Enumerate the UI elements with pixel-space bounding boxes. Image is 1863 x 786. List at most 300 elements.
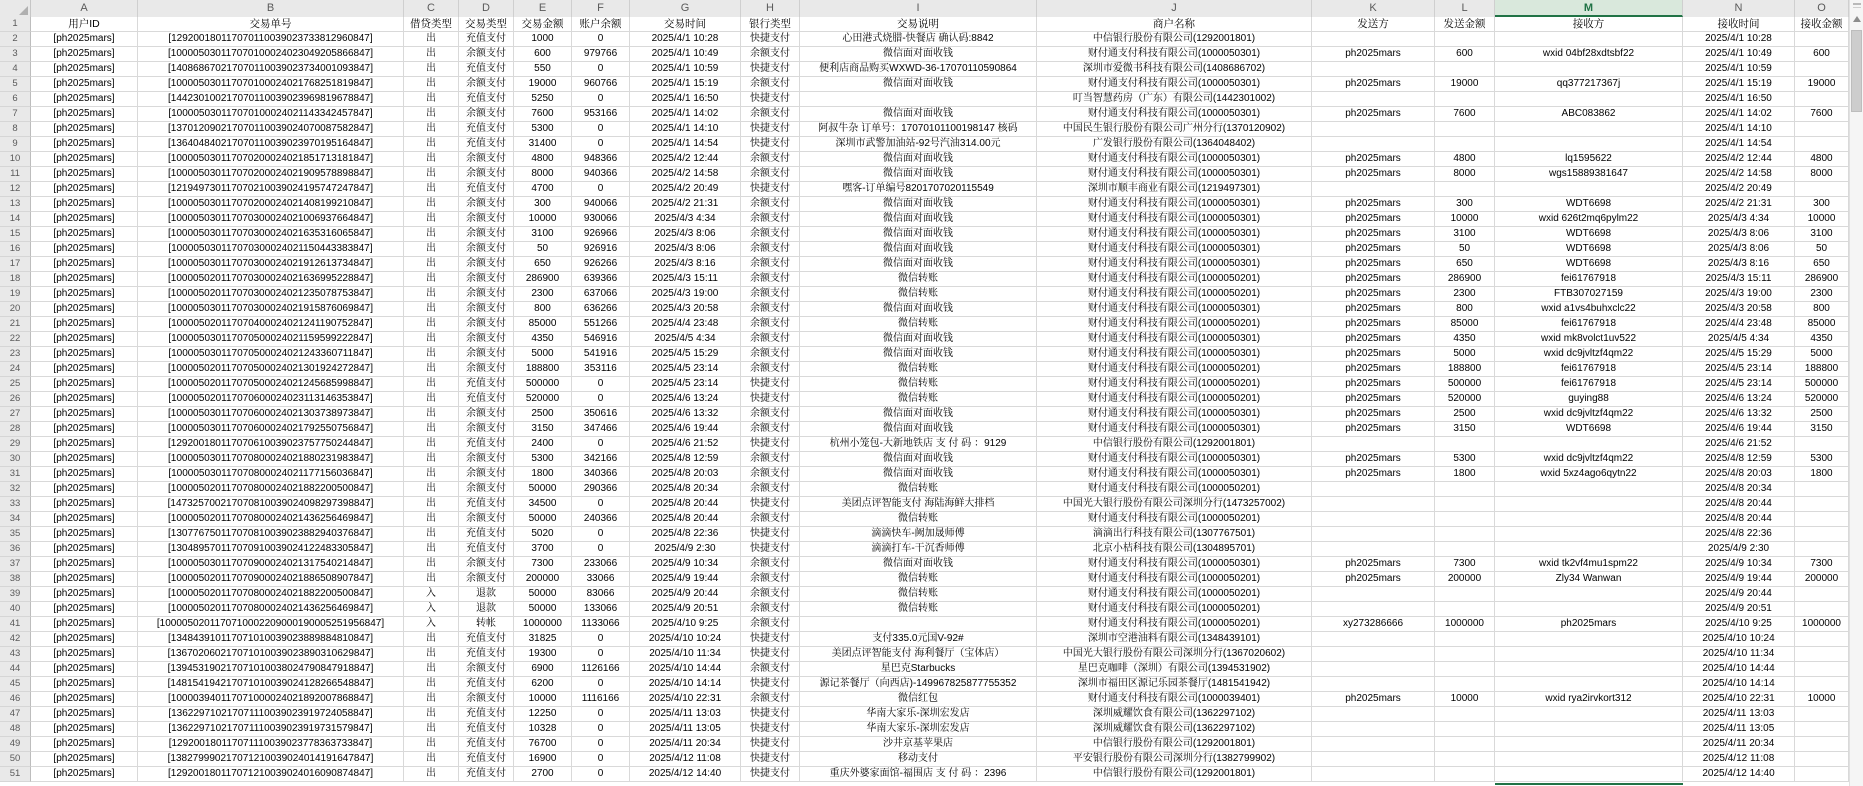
cell-O11[interactable]: 8000 <box>1795 167 1849 182</box>
cell-K10[interactable]: ph2025mars <box>1312 152 1435 167</box>
cell-D19[interactable]: 余额支付 <box>459 287 514 302</box>
header-cell-N1[interactable]: 接收时间 <box>1683 17 1795 32</box>
cell-A12[interactable]: [ph2025mars] <box>31 182 138 197</box>
cell-O47[interactable] <box>1795 707 1849 722</box>
cell-B25[interactable]: [100005020117070500024021245685998847] <box>138 377 404 392</box>
cell-F51[interactable]: 0 <box>572 767 630 782</box>
cell-A40[interactable]: [ph2025mars] <box>31 602 138 617</box>
row-number-11[interactable]: 11 <box>0 167 31 182</box>
cell-J19[interactable]: 财付通支付科技有限公司(1000050201) <box>1037 287 1312 302</box>
cell-J8[interactable]: 中国民生银行股份有限公司广州分行(1370120902) <box>1037 122 1312 137</box>
cell-A28[interactable]: [ph2025mars] <box>31 422 138 437</box>
cell-N25[interactable]: 2025/4/5 23:14 <box>1683 377 1795 392</box>
cell-A5[interactable]: [ph2025mars] <box>31 77 138 92</box>
cell-F22[interactable]: 546916 <box>572 332 630 347</box>
cell-I50[interactable]: 移动支付 <box>800 752 1037 767</box>
row-number-37[interactable]: 37 <box>0 557 31 572</box>
cell-N45[interactable]: 2025/4/10 14:14 <box>1683 677 1795 692</box>
cell-I48[interactable]: 华南大家乐-深圳宏发店 <box>800 722 1037 737</box>
cell-F36[interactable]: 0 <box>572 542 630 557</box>
cell-O22[interactable]: 4350 <box>1795 332 1849 347</box>
cell-C15[interactable]: 出 <box>404 227 459 242</box>
cell-B35[interactable]: [130776750117070810039023882940376847] <box>138 527 404 542</box>
cell-D9[interactable]: 充值支付 <box>459 137 514 152</box>
cell-E16[interactable]: 50 <box>514 242 572 257</box>
cell-N4[interactable]: 2025/4/1 10:59 <box>1683 62 1795 77</box>
cell-I43[interactable]: 美团点评智能支付 海利餐厅（宝体店） <box>800 647 1037 662</box>
row-number-6[interactable]: 6 <box>0 92 31 107</box>
cell-E3[interactable]: 600 <box>514 47 572 62</box>
cell-L10[interactable]: 4800 <box>1435 152 1495 167</box>
cell-G20[interactable]: 2025/4/3 20:58 <box>630 302 741 317</box>
cell-B39[interactable]: [100005020117070800024021882200500847] <box>138 587 404 602</box>
cell-H13[interactable]: 余额支付 <box>741 197 800 212</box>
cell-O34[interactable] <box>1795 512 1849 527</box>
cell-K19[interactable]: ph2025mars <box>1312 287 1435 302</box>
cell-C28[interactable]: 出 <box>404 422 459 437</box>
cell-O23[interactable]: 5000 <box>1795 347 1849 362</box>
cell-N46[interactable]: 2025/4/10 22:31 <box>1683 692 1795 707</box>
cell-H14[interactable]: 余额支付 <box>741 212 800 227</box>
cell-F39[interactable]: 83066 <box>572 587 630 602</box>
cell-A51[interactable]: [ph2025mars] <box>31 767 138 782</box>
cell-B37[interactable]: [100005030117070900024021317540214847] <box>138 557 404 572</box>
cell-F28[interactable]: 347466 <box>572 422 630 437</box>
cell-C38[interactable]: 出 <box>404 572 459 587</box>
cell-H4[interactable]: 快捷支付 <box>741 62 800 77</box>
cell-D44[interactable]: 余额支付 <box>459 662 514 677</box>
cell-I38[interactable]: 微信转账 <box>800 572 1037 587</box>
cell-B29[interactable]: [129200180117070610039023757750244847] <box>138 437 404 452</box>
cell-D11[interactable]: 余额支付 <box>459 167 514 182</box>
cell-B38[interactable]: [100005020117070900024021886508907847] <box>138 572 404 587</box>
cell-J46[interactable]: 财付通支付科技有限公司(1000039401) <box>1037 692 1312 707</box>
cell-M10[interactable]: lq1595622 <box>1495 152 1683 167</box>
row-number-3[interactable]: 3 <box>0 47 31 62</box>
cell-G33[interactable]: 2025/4/8 20:44 <box>630 497 741 512</box>
cell-J29[interactable]: 中信银行股份有限公司(1292001801) <box>1037 437 1312 452</box>
row-number-8[interactable]: 8 <box>0 122 31 137</box>
cell-H24[interactable]: 余额支付 <box>741 362 800 377</box>
column-header-F[interactable]: F <box>572 0 630 17</box>
cell-N42[interactable]: 2025/4/10 10:24 <box>1683 632 1795 647</box>
cell-H33[interactable]: 快捷支付 <box>741 497 800 512</box>
cell-O51[interactable] <box>1795 767 1849 782</box>
row-number-29[interactable]: 29 <box>0 437 31 452</box>
row-number-49[interactable]: 49 <box>0 737 31 752</box>
cell-I28[interactable]: 微信面对面收钱 <box>800 422 1037 437</box>
cell-I23[interactable]: 微信面对面收钱 <box>800 347 1037 362</box>
cell-O19[interactable]: 2300 <box>1795 287 1849 302</box>
cell-D6[interactable]: 充值支付 <box>459 92 514 107</box>
cell-H3[interactable]: 余额支付 <box>741 47 800 62</box>
cell-D14[interactable]: 余额支付 <box>459 212 514 227</box>
cell-H36[interactable]: 快捷支付 <box>741 542 800 557</box>
cell-E23[interactable]: 5000 <box>514 347 572 362</box>
cell-N18[interactable]: 2025/4/3 15:11 <box>1683 272 1795 287</box>
cell-B4[interactable]: [140868670217070110039023734001093847] <box>138 62 404 77</box>
cell-L48[interactable] <box>1435 722 1495 737</box>
cell-C47[interactable]: 出 <box>404 707 459 722</box>
cell-A26[interactable]: [ph2025mars] <box>31 392 138 407</box>
cell-A31[interactable]: [ph2025mars] <box>31 467 138 482</box>
cell-J20[interactable]: 财付通支付科技有限公司(1000050301) <box>1037 302 1312 317</box>
cell-E8[interactable]: 5300 <box>514 122 572 137</box>
cell-C11[interactable]: 出 <box>404 167 459 182</box>
cell-O49[interactable] <box>1795 737 1849 752</box>
cell-J38[interactable]: 财付通支付科技有限公司(1000050201) <box>1037 572 1312 587</box>
row-number-5[interactable]: 5 <box>0 77 31 92</box>
cell-M26[interactable]: guying88 <box>1495 392 1683 407</box>
cell-C29[interactable]: 出 <box>404 437 459 452</box>
cell-A27[interactable]: [ph2025mars] <box>31 407 138 422</box>
cell-A38[interactable]: [ph2025mars] <box>31 572 138 587</box>
cell-L49[interactable] <box>1435 737 1495 752</box>
cell-H51[interactable]: 快捷支付 <box>741 767 800 782</box>
cell-J9[interactable]: 广发银行股份有限公司(1364048402) <box>1037 137 1312 152</box>
cell-B22[interactable]: [100005030117070500024021159599222847] <box>138 332 404 347</box>
cell-C2[interactable]: 出 <box>404 32 459 47</box>
cell-H29[interactable]: 快捷支付 <box>741 437 800 452</box>
column-header-L[interactable]: L <box>1435 0 1495 17</box>
cell-N43[interactable]: 2025/4/10 11:34 <box>1683 647 1795 662</box>
cell-J33[interactable]: 中国光大银行股份有限公司深圳分行(1473257002) <box>1037 497 1312 512</box>
cell-J47[interactable]: 深圳威耀饮食有限公司(1362297102) <box>1037 707 1312 722</box>
cell-O41[interactable]: 1000000 <box>1795 617 1849 632</box>
cell-A18[interactable]: [ph2025mars] <box>31 272 138 287</box>
cell-J51[interactable]: 中信银行股份有限公司(1292001801) <box>1037 767 1312 782</box>
cell-B28[interactable]: [100005030117070600024021792550756847] <box>138 422 404 437</box>
cell-D16[interactable]: 余额支付 <box>459 242 514 257</box>
cell-D51[interactable]: 充值支付 <box>459 767 514 782</box>
cell-B7[interactable]: [100005030117070100024021143342457847] <box>138 107 404 122</box>
cell-N10[interactable]: 2025/4/2 12:44 <box>1683 152 1795 167</box>
cell-I31[interactable]: 微信面对面收钱 <box>800 467 1037 482</box>
cell-I37[interactable]: 微信面对面收钱 <box>800 557 1037 572</box>
cell-L46[interactable]: 10000 <box>1435 692 1495 707</box>
cell-C50[interactable]: 出 <box>404 752 459 767</box>
cell-F29[interactable]: 0 <box>572 437 630 452</box>
cell-L26[interactable]: 520000 <box>1435 392 1495 407</box>
cell-L40[interactable] <box>1435 602 1495 617</box>
cell-M13[interactable]: WDT6698 <box>1495 197 1683 212</box>
cell-G46[interactable]: 2025/4/10 22:31 <box>630 692 741 707</box>
cell-D5[interactable]: 余额支付 <box>459 77 514 92</box>
cell-M3[interactable]: wxid 04bf28xdtsbf22 <box>1495 47 1683 62</box>
column-header-N[interactable]: N <box>1683 0 1795 17</box>
cell-D43[interactable]: 充值支付 <box>459 647 514 662</box>
cell-H17[interactable]: 余额支付 <box>741 257 800 272</box>
cell-F40[interactable]: 133066 <box>572 602 630 617</box>
cell-B18[interactable]: [100005020117070300024021636995228847] <box>138 272 404 287</box>
cell-J28[interactable]: 财付通支付科技有限公司(1000050301) <box>1037 422 1312 437</box>
cell-O45[interactable] <box>1795 677 1849 692</box>
cell-N19[interactable]: 2025/4/3 19:00 <box>1683 287 1795 302</box>
cell-D10[interactable]: 余额支付 <box>459 152 514 167</box>
cell-O33[interactable] <box>1795 497 1849 512</box>
cell-M42[interactable] <box>1495 632 1683 647</box>
cell-G8[interactable]: 2025/4/1 14:10 <box>630 122 741 137</box>
row-number-25[interactable]: 25 <box>0 377 31 392</box>
row-number-51[interactable]: 51 <box>0 767 31 782</box>
cell-H22[interactable]: 余额支付 <box>741 332 800 347</box>
cell-A29[interactable]: [ph2025mars] <box>31 437 138 452</box>
cell-F45[interactable]: 0 <box>572 677 630 692</box>
cell-E31[interactable]: 1800 <box>514 467 572 482</box>
cell-E47[interactable]: 12250 <box>514 707 572 722</box>
cell-G44[interactable]: 2025/4/10 14:44 <box>630 662 741 677</box>
cell-E10[interactable]: 4800 <box>514 152 572 167</box>
cell-I26[interactable]: 微信转账 <box>800 392 1037 407</box>
cell-J24[interactable]: 财付通支付科技有限公司(1000050201) <box>1037 362 1312 377</box>
cell-J37[interactable]: 财付通支付科技有限公司(1000050301) <box>1037 557 1312 572</box>
cell-I32[interactable]: 微信转账 <box>800 482 1037 497</box>
cell-N49[interactable]: 2025/4/11 20:34 <box>1683 737 1795 752</box>
cell-A36[interactable]: [ph2025mars] <box>31 542 138 557</box>
cell-N31[interactable]: 2025/4/8 20:03 <box>1683 467 1795 482</box>
cell-K16[interactable]: ph2025mars <box>1312 242 1435 257</box>
cell-I17[interactable]: 微信面对面收钱 <box>800 257 1037 272</box>
cell-K31[interactable]: ph2025mars <box>1312 467 1435 482</box>
cell-K45[interactable] <box>1312 677 1435 692</box>
cell-L7[interactable]: 7600 <box>1435 107 1495 122</box>
cell-I33[interactable]: 美团点评智能支付 海陆海鲜大排档 <box>800 497 1037 512</box>
cell-I9[interactable]: 深圳市武警加油站-92号汽油314.00元 <box>800 137 1037 152</box>
cell-F41[interactable]: 1133066 <box>572 617 630 632</box>
cell-I3[interactable]: 微信面对面收钱 <box>800 47 1037 62</box>
cell-M23[interactable]: wxid dc9jvltzf4qm22 <box>1495 347 1683 362</box>
cell-D8[interactable]: 充值支付 <box>459 122 514 137</box>
cell-E22[interactable]: 4350 <box>514 332 572 347</box>
cell-K26[interactable]: ph2025mars <box>1312 392 1435 407</box>
cell-H10[interactable]: 余额支付 <box>741 152 800 167</box>
cell-I34[interactable]: 微信转账 <box>800 512 1037 527</box>
cell-N34[interactable]: 2025/4/8 20:44 <box>1683 512 1795 527</box>
cell-N13[interactable]: 2025/4/2 21:31 <box>1683 197 1795 212</box>
cell-F6[interactable]: 0 <box>572 92 630 107</box>
column-header-B[interactable]: B <box>138 0 404 17</box>
cell-G51[interactable]: 2025/4/12 14:40 <box>630 767 741 782</box>
cell-B36[interactable]: [130489570117070910039024122483305847] <box>138 542 404 557</box>
cell-G28[interactable]: 2025/4/6 19:44 <box>630 422 741 437</box>
cell-K49[interactable] <box>1312 737 1435 752</box>
column-header-O[interactable]: O <box>1795 0 1849 17</box>
cell-H42[interactable]: 快捷支付 <box>741 632 800 647</box>
cell-C41[interactable]: 入 <box>404 617 459 632</box>
cell-D29[interactable]: 充值支付 <box>459 437 514 452</box>
cell-O10[interactable]: 4800 <box>1795 152 1849 167</box>
cell-D18[interactable]: 余额支付 <box>459 272 514 287</box>
cell-N39[interactable]: 2025/4/9 20:44 <box>1683 587 1795 602</box>
header-cell-B1[interactable]: 交易单号 <box>138 17 404 32</box>
cell-C14[interactable]: 出 <box>404 212 459 227</box>
cell-F32[interactable]: 290366 <box>572 482 630 497</box>
cell-A45[interactable]: [ph2025mars] <box>31 677 138 692</box>
scroll-up-button[interactable] <box>1850 12 1863 26</box>
cell-D24[interactable]: 余额支付 <box>459 362 514 377</box>
cell-G18[interactable]: 2025/4/3 15:11 <box>630 272 741 287</box>
cell-D41[interactable]: 转帐 <box>459 617 514 632</box>
cell-E50[interactable]: 16900 <box>514 752 572 767</box>
cell-A9[interactable]: [ph2025mars] <box>31 137 138 152</box>
column-header-A[interactable]: A <box>31 0 138 17</box>
cell-M19[interactable]: FTB307027159 <box>1495 287 1683 302</box>
cell-B17[interactable]: [100005030117070300024021912613734847] <box>138 257 404 272</box>
cell-D30[interactable]: 余额支付 <box>459 452 514 467</box>
cell-H41[interactable]: 余额支付 <box>741 617 800 632</box>
cell-A20[interactable]: [ph2025mars] <box>31 302 138 317</box>
cell-K24[interactable]: ph2025mars <box>1312 362 1435 377</box>
row-number-41[interactable]: 41 <box>0 617 31 632</box>
cell-E37[interactable]: 7300 <box>514 557 572 572</box>
cell-M17[interactable]: WDT6698 <box>1495 257 1683 272</box>
cell-H31[interactable]: 余额支付 <box>741 467 800 482</box>
cell-G49[interactable]: 2025/4/11 20:34 <box>630 737 741 752</box>
cell-I13[interactable]: 微信面对面收钱 <box>800 197 1037 212</box>
cell-A48[interactable]: [ph2025mars] <box>31 722 138 737</box>
cell-E44[interactable]: 6900 <box>514 662 572 677</box>
cell-L20[interactable]: 800 <box>1435 302 1495 317</box>
cell-H20[interactable]: 余额支付 <box>741 302 800 317</box>
row-number-18[interactable]: 18 <box>0 272 31 287</box>
cell-L24[interactable]: 188800 <box>1435 362 1495 377</box>
cell-J50[interactable]: 平安银行股份有限公司深圳分行(1382799902) <box>1037 752 1312 767</box>
cell-J10[interactable]: 财付通支付科技有限公司(1000050301) <box>1037 152 1312 167</box>
cell-F46[interactable]: 1116166 <box>572 692 630 707</box>
cell-N36[interactable]: 2025/4/9 2:30 <box>1683 542 1795 557</box>
cell-A46[interactable]: [ph2025mars] <box>31 692 138 707</box>
cell-G47[interactable]: 2025/4/11 13:03 <box>630 707 741 722</box>
row-number-10[interactable]: 10 <box>0 152 31 167</box>
cell-L33[interactable] <box>1435 497 1495 512</box>
cell-C9[interactable]: 出 <box>404 137 459 152</box>
cell-K50[interactable] <box>1312 752 1435 767</box>
cell-F35[interactable]: 0 <box>572 527 630 542</box>
cell-E28[interactable]: 3150 <box>514 422 572 437</box>
cell-E25[interactable]: 500000 <box>514 377 572 392</box>
cell-C21[interactable]: 出 <box>404 317 459 332</box>
row-number-19[interactable]: 19 <box>0 287 31 302</box>
cell-N7[interactable]: 2025/4/1 14:02 <box>1683 107 1795 122</box>
cell-L45[interactable] <box>1435 677 1495 692</box>
cell-G17[interactable]: 2025/4/3 8:16 <box>630 257 741 272</box>
row-number-34[interactable]: 34 <box>0 512 31 527</box>
cell-K51[interactable] <box>1312 767 1435 782</box>
cell-J43[interactable]: 中国光大银行股份有限公司深圳分行(1367020602) <box>1037 647 1312 662</box>
cell-D50[interactable]: 充值支付 <box>459 752 514 767</box>
cell-B20[interactable]: [100005030117070300024021915876069847] <box>138 302 404 317</box>
cell-F17[interactable]: 926266 <box>572 257 630 272</box>
cell-O35[interactable] <box>1795 527 1849 542</box>
cell-O5[interactable]: 19000 <box>1795 77 1849 92</box>
cell-K42[interactable] <box>1312 632 1435 647</box>
cell-F24[interactable]: 353116 <box>572 362 630 377</box>
cell-K37[interactable]: ph2025mars <box>1312 557 1435 572</box>
cell-I41[interactable] <box>800 617 1037 632</box>
cell-L39[interactable] <box>1435 587 1495 602</box>
cell-L6[interactable] <box>1435 92 1495 107</box>
cell-B26[interactable]: [100005020117070600024023113146353847] <box>138 392 404 407</box>
cell-O48[interactable] <box>1795 722 1849 737</box>
cell-L38[interactable]: 200000 <box>1435 572 1495 587</box>
cell-N44[interactable]: 2025/4/10 14:44 <box>1683 662 1795 677</box>
cell-M48[interactable] <box>1495 722 1683 737</box>
cell-D45[interactable]: 充值支付 <box>459 677 514 692</box>
cell-A39[interactable]: [ph2025mars] <box>31 587 138 602</box>
cell-K2[interactable] <box>1312 32 1435 47</box>
cell-G30[interactable]: 2025/4/8 12:59 <box>630 452 741 467</box>
cell-G7[interactable]: 2025/4/1 14:02 <box>630 107 741 122</box>
cell-E26[interactable]: 520000 <box>514 392 572 407</box>
cell-J12[interactable]: 深圳市顺丰商业有限公司(1219497301) <box>1037 182 1312 197</box>
cell-M40[interactable] <box>1495 602 1683 617</box>
cell-M28[interactable]: WDT6698 <box>1495 422 1683 437</box>
cell-H43[interactable]: 快捷支付 <box>741 647 800 662</box>
cell-I49[interactable]: 沙井京基苹果店 <box>800 737 1037 752</box>
cell-M45[interactable] <box>1495 677 1683 692</box>
cell-N32[interactable]: 2025/4/8 20:34 <box>1683 482 1795 497</box>
cell-L42[interactable] <box>1435 632 1495 647</box>
cell-H6[interactable]: 快捷支付 <box>741 92 800 107</box>
cell-N24[interactable]: 2025/4/5 23:14 <box>1683 362 1795 377</box>
cell-O40[interactable] <box>1795 602 1849 617</box>
cell-J3[interactable]: 财付通支付科技有限公司(1000050301) <box>1037 47 1312 62</box>
cell-M50[interactable] <box>1495 752 1683 767</box>
cell-G16[interactable]: 2025/4/3 8:06 <box>630 242 741 257</box>
cell-O46[interactable]: 10000 <box>1795 692 1849 707</box>
cell-E36[interactable]: 3700 <box>514 542 572 557</box>
cell-A50[interactable]: [ph2025mars] <box>31 752 138 767</box>
cell-M5[interactable]: qq377217367j <box>1495 77 1683 92</box>
cell-C19[interactable]: 出 <box>404 287 459 302</box>
header-cell-I1[interactable]: 交易说明 <box>800 17 1037 32</box>
row-number-12[interactable]: 12 <box>0 182 31 197</box>
cell-B6[interactable]: [144230100217070110039023969819678847] <box>138 92 404 107</box>
cell-D21[interactable]: 余额支付 <box>459 317 514 332</box>
cell-L51[interactable] <box>1435 767 1495 782</box>
cell-C17[interactable]: 出 <box>404 257 459 272</box>
cell-F48[interactable]: 0 <box>572 722 630 737</box>
cell-O30[interactable]: 5300 <box>1795 452 1849 467</box>
cell-L41[interactable]: 1000000 <box>1435 617 1495 632</box>
cell-D49[interactable]: 充值支付 <box>459 737 514 752</box>
cell-D33[interactable]: 充值支付 <box>459 497 514 512</box>
column-header-K[interactable]: K <box>1312 0 1435 17</box>
cell-I29[interactable]: 杭州小笼包-大新地铁店 支 付 码 ：9129 <box>800 437 1037 452</box>
row-number-33[interactable]: 33 <box>0 497 31 512</box>
cell-G19[interactable]: 2025/4/3 19:00 <box>630 287 741 302</box>
cell-O18[interactable]: 286900 <box>1795 272 1849 287</box>
row-number-45[interactable]: 45 <box>0 677 31 692</box>
cell-L32[interactable] <box>1435 482 1495 497</box>
cell-B2[interactable]: [129200180117070110039023733812960847] <box>138 32 404 47</box>
cell-F44[interactable]: 1126166 <box>572 662 630 677</box>
row-number-24[interactable]: 24 <box>0 362 31 377</box>
cell-D32[interactable]: 余额支付 <box>459 482 514 497</box>
row-number-28[interactable]: 28 <box>0 422 31 437</box>
cell-D27[interactable]: 余额支付 <box>459 407 514 422</box>
cell-L50[interactable] <box>1435 752 1495 767</box>
cell-C12[interactable]: 出 <box>404 182 459 197</box>
cell-H48[interactable]: 快捷支付 <box>741 722 800 737</box>
cell-J7[interactable]: 财付通支付科技有限公司(1000050301) <box>1037 107 1312 122</box>
cell-B15[interactable]: [100005030117070300024021635316065847] <box>138 227 404 242</box>
cell-D42[interactable]: 充值支付 <box>459 632 514 647</box>
cell-I51[interactable]: 重庆外婆家面馆-福围店 支 付 码 ：2396 <box>800 767 1037 782</box>
cell-L22[interactable]: 4350 <box>1435 332 1495 347</box>
cell-F4[interactable]: 0 <box>572 62 630 77</box>
cell-F7[interactable]: 953166 <box>572 107 630 122</box>
